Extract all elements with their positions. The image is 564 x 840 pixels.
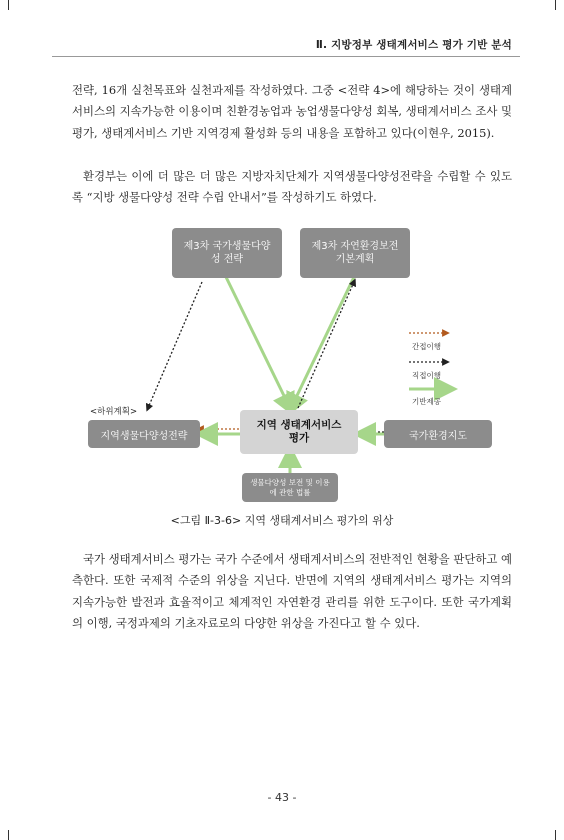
box-national-env-map-label: 국가환경지도 bbox=[409, 430, 467, 442]
crop-mark-top-right bbox=[555, 0, 556, 10]
arrow-national-to-local bbox=[226, 277, 289, 406]
legend-basis-label: 기반제공 bbox=[412, 397, 441, 406]
arrow-national-to-local-biodiversity bbox=[148, 282, 202, 408]
paragraph-strategy bbox=[72, 80, 512, 144]
arrow-conservation-to-local bbox=[292, 277, 354, 406]
header-divider bbox=[52, 56, 520, 57]
paragraph-ministry-text: 환경부는 이에 더 많은 더 많은 지방자치단체가 지역생물다양성전략을 수립할 수 있도록 “지방 생물다양성 전략 수립 안내서”를 작성하기도 하였다. bbox=[72, 169, 512, 205]
paragraph-national-evaluation bbox=[72, 549, 512, 634]
legend-indirect-label: 간접이행 bbox=[412, 342, 441, 351]
figure-caption: <그림 Ⅱ-3-6> 지역 생태계서비스 평가의 위상 bbox=[170, 514, 394, 527]
box-biodiversity-law-label: 생물다양성 보전 및 이용에 관한 법률 bbox=[250, 477, 330, 497]
crop-mark-bottom-left bbox=[8, 830, 9, 840]
box-national-biodiversity-label: 제3차 국가생물다양성 전략 bbox=[183, 241, 271, 265]
box-national-biodiversity-strategy bbox=[172, 228, 282, 278]
diagram-arrows bbox=[84, 222, 504, 510]
crop-mark-top-left bbox=[8, 0, 9, 10]
paragraph-national-evaluation-text: 국가 생태계서비스 평가는 국가 수준에서 생태계서비스의 전반적인 현황을 판단하고 예측한다. 또한 국제적 수준의 위상을 지닌다. 반면에 지역의 생태계서비스 평가는 지역의 지속가능한 발전과 효율적이고 체계적인 자연환경 관리를 위한 도구이다. 또한 국가계획의 이행, 국정과제의 기초자료로의 다양한 위상을 가진다고 할 수 있다. bbox=[72, 552, 512, 630]
box-local-ecosystem-evaluation bbox=[240, 410, 358, 454]
crop-mark-bottom-right bbox=[555, 830, 556, 840]
paragraph-strategy-text: 전략, 16개 실천목표와 실천과제를 작성하였다. 그중 <전략 4>에 해당하는 것이 생태계서비스의 지속가능한 이용이며 친환경농업과 농업생물다양성 회복, 생태계서비스 조사 및 평가, 생태계서비스 기반 지역경제 활성화 등의 내용을 포함하고 있다(이현우, 2015). bbox=[72, 83, 512, 140]
box-local-biodiversity-label: 지역생물다양성전략 bbox=[100, 430, 188, 442]
box-nature-conservation-label: 제3차 자연환경보전 기본계획 bbox=[311, 241, 399, 265]
box-national-environment-map bbox=[384, 420, 492, 448]
sub-plan-label: <하위계획> bbox=[90, 407, 138, 417]
figure-diagram bbox=[84, 222, 504, 510]
box-nature-conservation-plan bbox=[300, 228, 410, 278]
running-header: Ⅱ. 지방정부 생태계서비스 평가 기반 분석 bbox=[315, 39, 512, 51]
legend-direct-label: 직접이행 bbox=[412, 371, 441, 380]
arrow-local-to-conservation bbox=[298, 282, 354, 408]
box-local-biodiversity-strategy bbox=[88, 420, 200, 448]
box-biodiversity-law bbox=[242, 473, 338, 502]
box-local-ecosystem-label: 지역 생태계서비스 평가 bbox=[256, 419, 342, 444]
paragraph-ministry bbox=[72, 166, 512, 209]
page-number: - 43 - bbox=[267, 791, 297, 804]
